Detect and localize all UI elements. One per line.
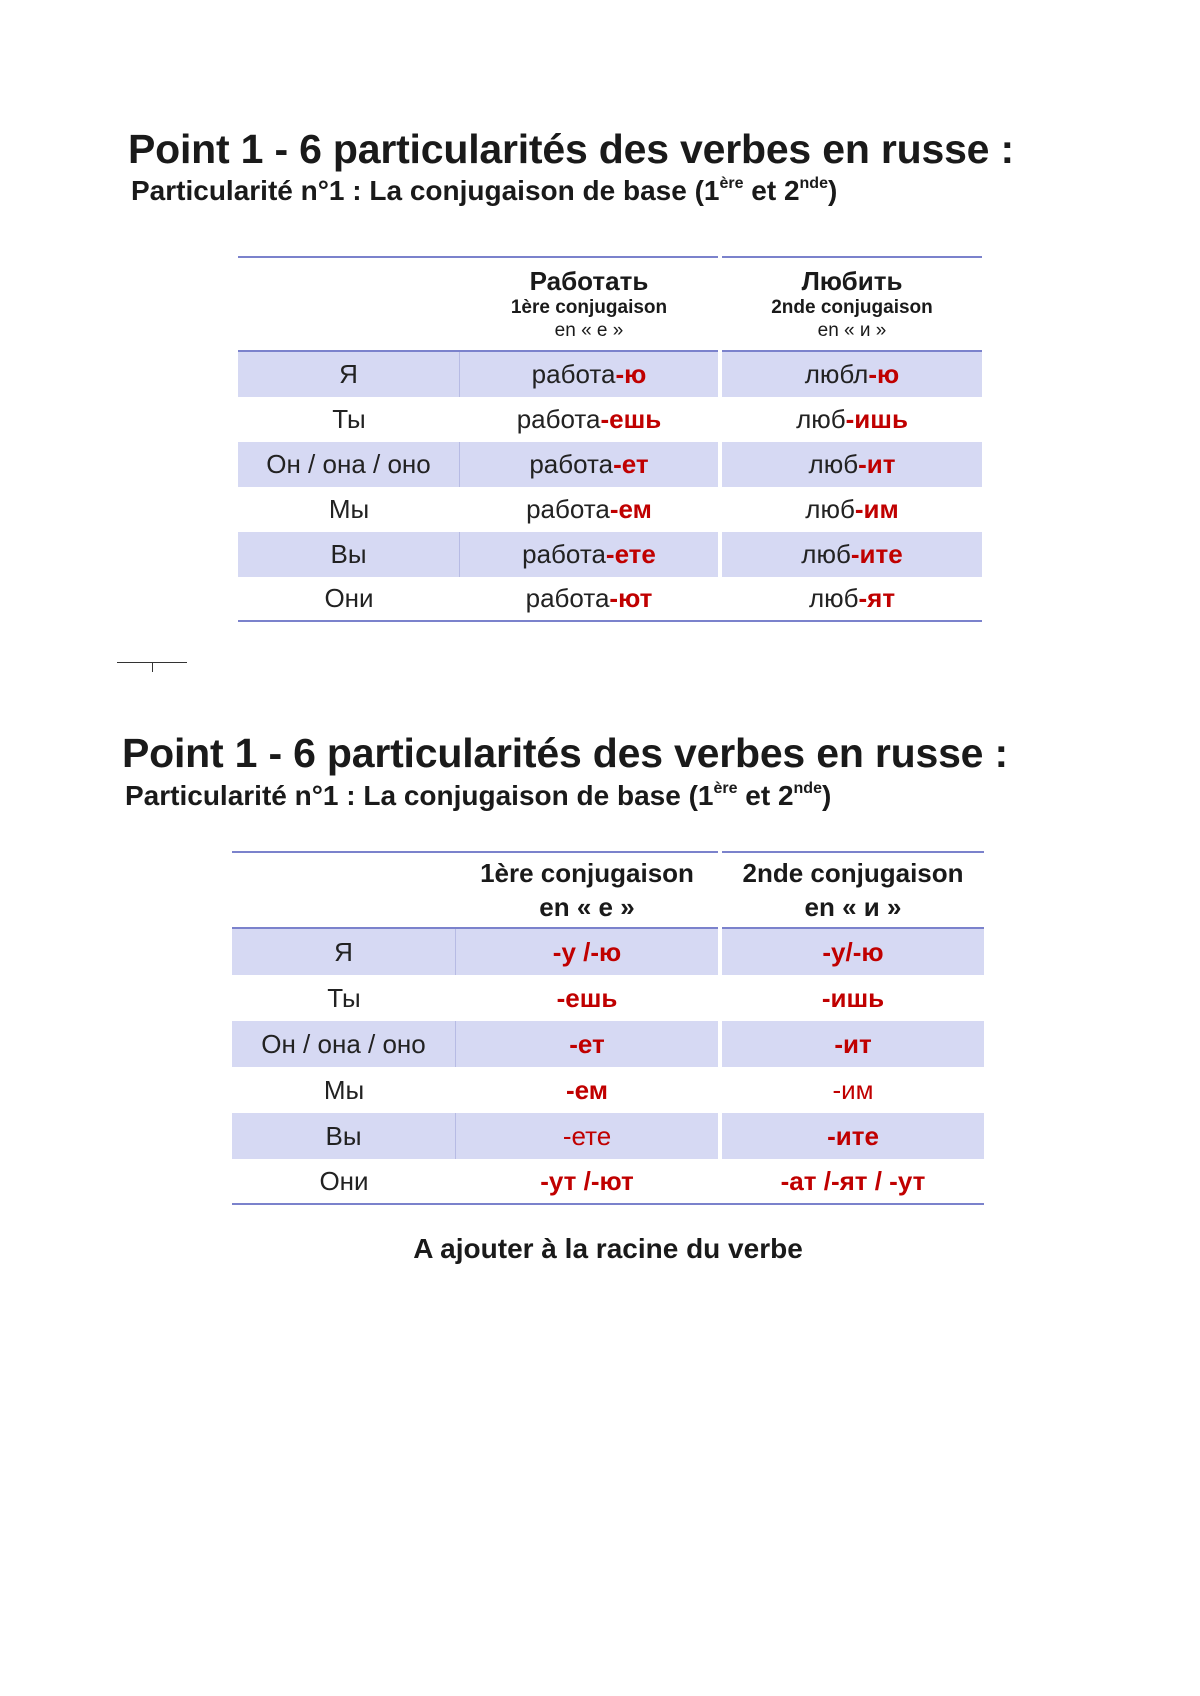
ending-cell-1: -ешь <box>556 982 618 1013</box>
header-group: 2nde conjugaison <box>771 297 933 318</box>
conjugation-cell-1 <box>460 487 718 532</box>
table-row <box>232 1113 984 1159</box>
pronoun-cell: Ты <box>327 982 361 1013</box>
header-marker: en « е » <box>554 320 624 341</box>
ending-cell-1: -ут /-ют <box>456 1159 718 1205</box>
ending-cell-2: -ит <box>722 1021 984 1067</box>
subtitle-mid: et 2 <box>737 780 794 811</box>
subtitle-suffix: ) <box>827 175 838 206</box>
pronoun-cell: Ты <box>332 404 366 434</box>
header-group: 2nde conjugaison <box>742 858 964 888</box>
verb-ending: -ите <box>850 539 903 569</box>
verb-ending: -ит <box>858 449 896 479</box>
ending-cell-1: -ет <box>456 1021 718 1067</box>
verb-stem: люб <box>808 449 859 479</box>
pronoun-cell: Он / она / оно <box>232 1021 456 1067</box>
conjugation-cell-2 <box>722 487 982 532</box>
pronoun-cell: Вы <box>238 532 460 577</box>
conjugation-table-verbs <box>238 256 982 622</box>
section2-title: Point 1 - 6 particularités des verbes en russe : <box>122 730 1008 776</box>
verb-stem: люб <box>796 404 846 434</box>
header-marker: en « е » <box>539 892 635 922</box>
section2-subtitle <box>125 780 831 812</box>
table-row <box>238 487 982 532</box>
section1-subtitle <box>131 175 837 207</box>
verb-stem: работа <box>516 404 601 434</box>
subtitle-suffix: ) <box>821 780 832 811</box>
subtitle-sup-2: nde <box>793 780 822 797</box>
verb-stem: работа <box>526 494 610 524</box>
ending-cell-2: -ат /-ят / -ут <box>722 1159 984 1205</box>
conjugation-cell-1 <box>460 352 718 397</box>
verb-ending: -ишь <box>845 404 908 434</box>
subtitle-mid: et 2 <box>743 175 800 206</box>
ending-cell-1: -ем <box>565 1074 608 1105</box>
conjugation-cell-2 <box>722 532 982 577</box>
ending-cell-2: -ишь <box>821 982 885 1013</box>
pronoun-cell: Мы <box>323 1074 365 1105</box>
table-row <box>238 442 982 487</box>
ending-cell-1: -ете <box>456 1113 718 1159</box>
table-row <box>238 577 982 622</box>
header-empty <box>238 256 460 352</box>
header-marker: en « и » <box>804 892 902 922</box>
verb-stem: люб <box>801 539 851 569</box>
subtitle-sup-1: ère <box>713 780 738 797</box>
verb-ending: -ем <box>609 494 652 524</box>
conjugation-cell-1 <box>460 532 718 577</box>
conjugation-cell-2 <box>722 397 982 442</box>
verb-stem: любл <box>804 359 869 389</box>
subtitle-sup-1: ère <box>719 175 744 192</box>
ending-cell-2: -им <box>832 1074 874 1105</box>
table-row <box>238 532 982 577</box>
verb-ending: -ю <box>615 359 647 389</box>
ending-cell-2: -у/-ю <box>722 929 984 975</box>
conjugation-cell-2 <box>722 577 982 622</box>
note-text: A ajouter à la racine du verbe <box>413 1233 803 1264</box>
subtitle-sup-2: nde <box>799 175 828 192</box>
conjugation-cell-2 <box>722 442 982 487</box>
verb-ending: -ят <box>858 583 896 613</box>
subtitle-prefix: Particularité n°1 : La conjugaison de base (1 <box>125 780 714 811</box>
table-row <box>232 1021 984 1067</box>
verb-ending: -ете <box>605 539 656 569</box>
pronoun-cell: Он / она / оно <box>238 442 460 487</box>
verb-stem: люб <box>805 494 855 524</box>
header-col-2 <box>722 851 984 929</box>
pronoun-cell: Я <box>232 929 456 975</box>
verb-ending: -ешь <box>600 404 662 434</box>
verb-ending: -ю <box>868 359 900 389</box>
header-col-2 <box>722 256 982 352</box>
pronoun-cell: Я <box>238 352 460 397</box>
header-marker: en « и » <box>817 320 887 341</box>
table-row <box>232 929 984 975</box>
header-verb: Любить <box>801 266 903 296</box>
table-row <box>232 1067 984 1113</box>
pronoun-cell: Они <box>232 1159 456 1205</box>
verb-stem: работа <box>525 583 610 613</box>
conjugation-cell-1 <box>460 397 718 442</box>
table-row <box>238 352 982 397</box>
verb-stem: работа <box>522 539 606 569</box>
conjugation-cell-2 <box>722 352 982 397</box>
ending-cell-1: -у /-ю <box>456 929 718 975</box>
header-verb: Работать <box>529 266 649 296</box>
verb-stem: работа <box>531 359 616 389</box>
conjugation-cell-1 <box>460 442 718 487</box>
header-group: 1ère conjugaison <box>510 297 668 318</box>
pronoun-cell: Мы <box>328 494 370 524</box>
pronoun-cell: Вы <box>232 1113 456 1159</box>
ending-cell-2: -ите <box>722 1113 984 1159</box>
table-row <box>238 397 982 442</box>
pronoun-cell: Они <box>238 577 460 622</box>
subtitle-prefix: Particularité n°1 : La conjugaison de base (1 <box>131 175 720 206</box>
verb-stem: работа <box>529 449 614 479</box>
table-row <box>232 975 984 1021</box>
header-empty <box>232 851 456 929</box>
verb-ending: -ет <box>613 449 649 479</box>
conjugation-table-endings <box>232 851 984 1205</box>
verb-ending: -им <box>854 494 899 524</box>
header-col-1 <box>456 851 718 929</box>
verb-stem: люб <box>808 583 859 613</box>
table-row <box>232 1159 984 1205</box>
verb-ending: -ют <box>609 583 653 613</box>
conjugation-cell-1 <box>460 577 718 622</box>
header-group: 1ère conjugaison <box>480 858 694 888</box>
separator-mark <box>117 662 187 674</box>
section1-title: Point 1 - 6 particularités des verbes en russe : <box>128 126 1014 172</box>
header-col-1 <box>460 256 718 352</box>
